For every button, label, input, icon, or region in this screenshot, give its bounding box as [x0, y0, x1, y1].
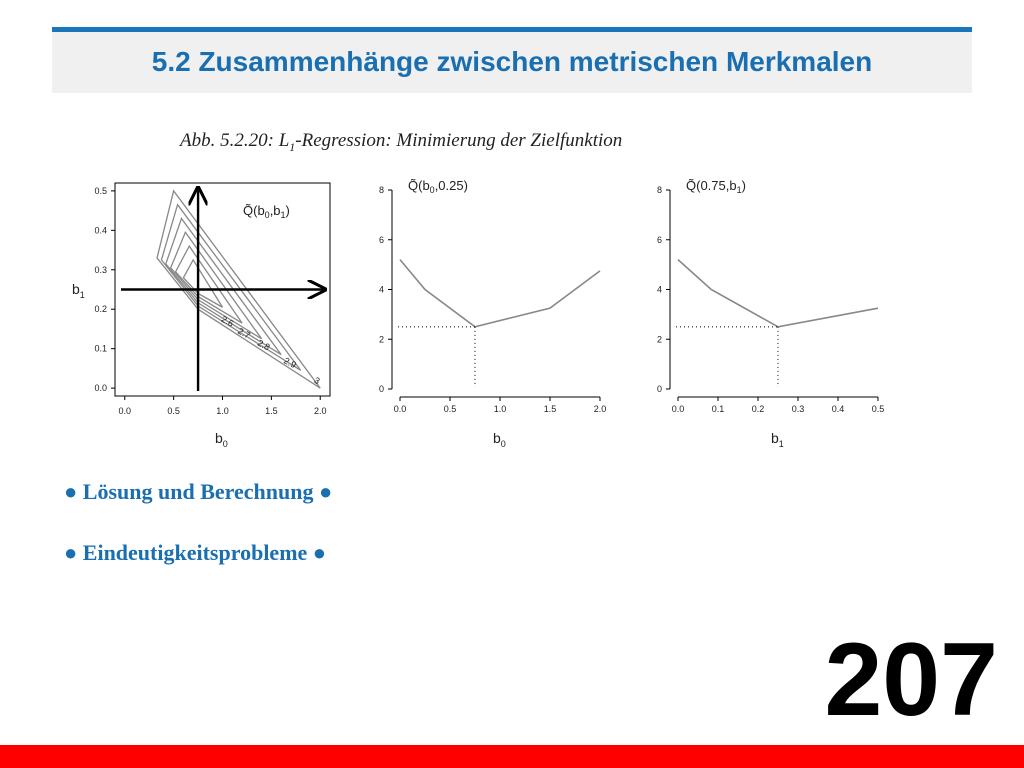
contour-labels — [220, 314, 322, 386]
y-axis-label: $b_1$ — [72, 281, 85, 300]
y-ticks — [379, 185, 392, 394]
y-tick-label: 0.5 — [94, 185, 107, 196]
y-tick-label: 8 — [656, 185, 662, 195]
y-tick-label: 0.3 — [94, 264, 107, 275]
contour-plot — [60, 170, 350, 460]
x-tick-label: 1.0 — [216, 406, 229, 416]
x-tick-label: 2.0 — [593, 404, 607, 414]
bullet-solution: ● Lösung und Berechnung ● — [64, 479, 333, 504]
x-tick-label: 1.5 — [265, 406, 278, 416]
x-tick-label: 0.5 — [443, 404, 457, 414]
contour-label: 3 — [312, 375, 322, 387]
y-tick-label: 0.1 — [94, 343, 107, 354]
x-ticks — [394, 397, 607, 414]
contour-label: 2.9 — [282, 355, 298, 371]
contour-plot-title: $Q̃(b_0,b_1)$ — [243, 203, 290, 220]
x-tick-label: 0.1 — [711, 404, 725, 414]
y-tick-label: 6 — [656, 234, 662, 245]
y-tick-label: 4 — [378, 284, 384, 295]
x-tick-label: 1.5 — [543, 404, 557, 414]
contour-label: 2.8 — [255, 337, 272, 353]
y-tick-label: 0 — [656, 384, 662, 394]
axes — [670, 190, 878, 397]
minimum-guides — [398, 327, 475, 387]
page-number: 207 — [824, 622, 998, 738]
bullet-uniqueness: ● Eindeutigkeitsprobleme ● — [64, 540, 327, 565]
figure-title-rest: -Regression: Minimierung der Zielfunktion — [295, 130, 623, 151]
y-tick-label: 0 — [378, 384, 384, 394]
slide-header — [52, 27, 972, 93]
x-tick-label: 2.0 — [313, 406, 327, 416]
line-plot-b0 — [360, 170, 620, 460]
y-tick-label: 0.0 — [94, 383, 107, 394]
x-ticks — [119, 396, 327, 416]
x-tick-label: 0.0 — [671, 404, 685, 414]
x-tick-label: 0.5 — [871, 404, 885, 414]
figure-title-L: L — [278, 130, 290, 151]
x-axis-label: $b_0$ — [215, 430, 228, 449]
y-tick-label: 6 — [378, 234, 384, 245]
x-tick-label: 0.5 — [167, 406, 180, 416]
y-tick-label: 2 — [656, 334, 662, 345]
y-tick-label: 2 — [378, 334, 384, 345]
x-tick-label: 0.4 — [831, 404, 845, 414]
x-tick-label: 0.3 — [791, 404, 805, 414]
y-ticks — [657, 185, 670, 394]
x-ticks — [672, 397, 885, 414]
line-plot-b1 — [638, 170, 898, 460]
x-tick-label: 0.0 — [118, 406, 132, 416]
figure-title-prefix: Abb. 5.2.20: — [180, 130, 279, 151]
line-plot-b0-title: $Q̃(b_0,0.25)$ — [408, 178, 468, 195]
contour-line — [161, 205, 300, 371]
y-tick-label: 0.4 — [94, 225, 107, 236]
contour-label: 2.6 — [219, 313, 236, 329]
line-plot-b1-title: $Q̃(0.75,b_1)$ — [686, 178, 746, 195]
figure-title — [180, 130, 622, 155]
minimum-guides — [676, 327, 778, 387]
y-tick-label: 4 — [656, 284, 662, 295]
x-axis-label: $b_0$ — [493, 430, 506, 449]
objective-line — [400, 260, 600, 327]
y-tick-label: 0.2 — [94, 304, 107, 315]
x-tick-label: 0.2 — [751, 404, 765, 414]
x-axis-label: $b_1$ — [771, 430, 784, 449]
y-tick-label: 8 — [378, 185, 384, 195]
bottom-bar — [0, 745, 1024, 768]
x-tick-label: 1.0 — [493, 404, 507, 414]
objective-line — [678, 260, 878, 327]
y-ticks — [94, 186, 115, 393]
contour-label: 2.7 — [236, 325, 252, 341]
x-tick-label: 0.0 — [393, 404, 407, 414]
figure-title-sub: 1 — [289, 139, 296, 154]
slide-title: 5.2 Zusammenhänge zwischen metrischen Merkmalen — [151, 46, 873, 77]
